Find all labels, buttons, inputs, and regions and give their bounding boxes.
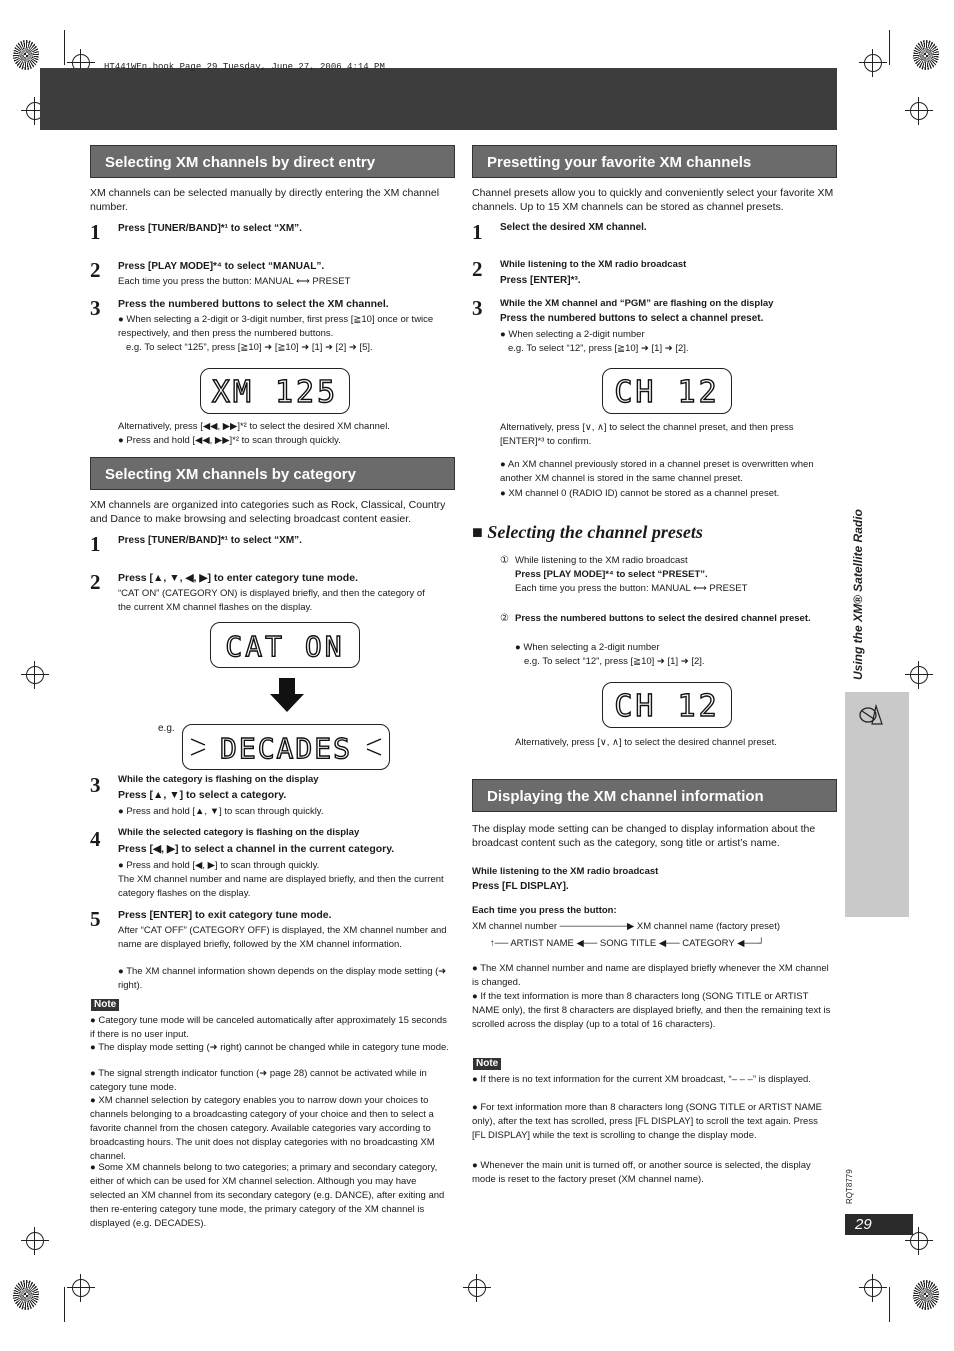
registration-mark bbox=[864, 54, 882, 72]
registration-mark bbox=[72, 1279, 90, 1297]
step-number: 5 bbox=[90, 907, 101, 931]
category-step-1: Press [TUNER/BAND]*¹ to select “XM”. bbox=[118, 535, 302, 546]
satellite-radio-icon bbox=[858, 702, 884, 726]
document-code-container bbox=[840, 1158, 858, 1208]
direct-alt: Alternatively, press [◀◀, ▶▶]*² to select the desired XM channel. bbox=[118, 421, 390, 432]
step-number: 2 bbox=[472, 257, 483, 281]
circled-number: ① bbox=[500, 555, 509, 566]
registration-mark bbox=[910, 102, 928, 120]
note-label: Note bbox=[473, 1058, 501, 1070]
preset-step-3-sub: ● When selecting a 2-digit number bbox=[500, 329, 645, 340]
category-step-3-pre: While the category is flashing on the display bbox=[118, 774, 319, 785]
crop-line bbox=[64, 30, 65, 65]
info-action: Press [FL DISPLAY]. bbox=[472, 881, 569, 892]
note-item: ● The display mode setting (➜ right) cannot be changed while in category tune mode. bbox=[90, 1042, 449, 1053]
lcd-display-xm125 bbox=[200, 368, 350, 414]
lcd-text: CH 12 bbox=[614, 375, 720, 410]
category-step-5: Press [ENTER] to exit category tune mode. bbox=[118, 909, 332, 921]
side-label-container bbox=[846, 480, 870, 685]
step-number: 1 bbox=[90, 220, 101, 244]
step-number: 3 bbox=[472, 296, 483, 320]
category-step-2-sub: “CAT ON” (CATEGORY ON) is displayed briefly, and then the category of the current XM channel flashes on the display. bbox=[118, 588, 425, 613]
note-label: Note bbox=[91, 999, 119, 1011]
registration-mark bbox=[26, 1232, 44, 1250]
category-intro: XM channels are organized into categories such as Rock, Classical, Country and Dance to make browsing and selecting broadcast content easier. bbox=[90, 499, 446, 525]
direct-step-2-sub: Each time you press the button: MANUAL ⟷ PRESET bbox=[118, 276, 351, 287]
note-item: ● Whenever the main unit is turned off, or another source is selected, the display mode is reset to the factory preset (XM channel name). bbox=[472, 1160, 811, 1185]
category-step-5-sub2: ● The XM channel information shown depends on the display mode setting (➜ right). bbox=[118, 966, 447, 991]
lcd-text: XM 125 bbox=[211, 375, 339, 410]
subsection-title-selecting-presets: ■ Selecting the channel presets bbox=[472, 522, 703, 542]
info-bullet: ● If the text information is more than 8 characters long (SONG TITLE or ARTIST NAME only), the first 8 characters are displayed briefly, and then the remaining text is scrolled across the display (up to a total of 16 characters). bbox=[472, 991, 831, 1030]
direct-step-2: Press [PLAY MODE]*⁴ to select “MANUAL”. bbox=[118, 261, 325, 272]
step-number: 4 bbox=[90, 827, 101, 851]
info-each: Each time you press the button: bbox=[472, 905, 617, 916]
lcd-text: DECADES bbox=[219, 732, 353, 765]
preset-bullet: ● An XM channel previously stored in a channel preset is overwritten when another XM channel is stored in the same channel preset. bbox=[500, 459, 814, 484]
select-presets-step-2: Press the numbered buttons to select the desired channel preset. bbox=[515, 613, 811, 624]
step-number: 1 bbox=[472, 220, 483, 244]
registration-mark bbox=[910, 666, 928, 684]
note-item: ● If there is no text information for the current XM broadcast, “– – –” is displayed. bbox=[472, 1074, 811, 1085]
section-title-direct-entry: Selecting XM channels by direct entry bbox=[90, 145, 455, 178]
select-presets-step-2-example: e.g. To select “12”, press [≧10] ➜ [1] ➜ [2]. bbox=[524, 656, 705, 667]
crop-line bbox=[64, 1287, 65, 1322]
note-item: ● XM channel selection by category enables you to narrow down your choices to channels belonging to a broadcasting category of your choice and then to select a favorite channel from the chosen category. Available categories vary according to broadcasting hours. The unit does not display categories with no broadcasting XM channel. bbox=[90, 1095, 435, 1162]
page-number: 29 bbox=[845, 1214, 913, 1235]
select-presets-step-1-sub: Each time you press the button: MANUAL ⟷ PRESET bbox=[515, 583, 748, 594]
note-item: ● The signal strength indicator function (➜ page 28) cannot be activated while in category tune mode. bbox=[90, 1068, 427, 1093]
direct-step-3-example: e.g. To select “125”, press [≧10] ➜ [≧10] ➜ [1] ➜ [2] ➜ [5]. bbox=[126, 342, 373, 353]
crop-line bbox=[889, 1287, 890, 1322]
category-step-4: Press [◀, ▶] to select a channel in the current category. bbox=[118, 843, 395, 855]
crop-sunburst-br bbox=[913, 1280, 939, 1310]
step-number: 3 bbox=[90, 296, 101, 320]
lcd-text: CAT ON bbox=[225, 630, 345, 663]
step-number: 3 bbox=[90, 773, 101, 797]
side-label: Using the XM® Satellite Radio bbox=[851, 509, 865, 680]
category-step-4-pre: While the selected category is flashing on the display bbox=[118, 827, 360, 838]
direct-intro: XM channels can be selected manually by directly entering the XM channel number. bbox=[90, 187, 440, 213]
header-band bbox=[40, 68, 837, 130]
category-step-4-sub: ● Press and hold [◀, ▶] to scan through quickly. bbox=[118, 860, 320, 871]
circled-number: ② bbox=[500, 613, 509, 624]
crop-sunburst-tr bbox=[913, 40, 939, 70]
preset-step-3-pre: While the XM channel and “PGM” are flashing on the display bbox=[500, 298, 774, 309]
direct-step-3-sub: ● When selecting a 2-digit or 3-digit number, first press [≧10] once or twice respectively, and then press the numbered buttons. bbox=[118, 314, 434, 339]
lcd-text: CH 12 bbox=[614, 689, 720, 724]
select-presets-step-1-pre: While listening to the XM radio broadcast bbox=[515, 555, 688, 566]
step-number: 2 bbox=[90, 570, 101, 594]
section-title-presetting: Presetting your favorite XM channels bbox=[472, 145, 837, 178]
preset-step-1: Select the desired XM channel. bbox=[500, 222, 647, 233]
crop-line bbox=[889, 30, 890, 65]
category-step-4-sub2: The XM channel number and name are displayed briefly, and then the current category flashes on the display. bbox=[118, 874, 444, 899]
direct-step-1: Press [TUNER/BAND]*¹ to select “XM”. bbox=[118, 223, 302, 234]
info-intro: The display mode setting can be changed to display information about the broadcast content such as the category, song title or artist’s name. bbox=[472, 823, 816, 849]
section-title-display-info: Displaying the XM channel information bbox=[472, 779, 837, 812]
step-number: 2 bbox=[90, 258, 101, 282]
lcd-display-cat-on bbox=[210, 622, 360, 668]
registration-mark bbox=[26, 666, 44, 684]
preset-alt: Alternatively, press [∨, ∧] to select the channel preset, and then press [ENTER]*³ to confirm. bbox=[500, 422, 794, 447]
registration-mark bbox=[864, 1279, 882, 1297]
select-presets-step-2-sub: ● When selecting a 2-digit number bbox=[515, 642, 660, 653]
book-info: HT441WEn.book Page 29 Tuesday, June 27, 2006 4:14 PM bbox=[104, 62, 385, 72]
lcd-display-ch12-select bbox=[602, 682, 732, 728]
select-presets-step-1: Press [PLAY MODE]*⁴ to select “PRESET”. bbox=[515, 569, 708, 580]
crop-sunburst-bl bbox=[13, 1280, 39, 1310]
section-title-category: Selecting XM channels by category bbox=[90, 457, 455, 490]
direct-step-3: Press the numbered buttons to select the XM channel. bbox=[118, 298, 389, 310]
category-step-3: Press [▲, ▼] to select a category. bbox=[118, 789, 287, 801]
info-cycle-line-1: XM channel number ──────────▶ XM channel name (factory preset) bbox=[472, 921, 780, 932]
step-number: 1 bbox=[90, 532, 101, 556]
preset-intro: Channel presets allow you to quickly and conveniently select your favorite XM channels. Up to 15 XM channels can be stored as channel presets. bbox=[472, 187, 834, 213]
document-code: RQT8779 bbox=[845, 1169, 854, 1204]
lcd-display-decades bbox=[182, 724, 390, 770]
select-presets-alt: Alternatively, press [∨, ∧] to select the desired channel preset. bbox=[515, 737, 777, 748]
preset-bullet: ● XM channel 0 (RADIO ID) cannot be stored as a channel preset. bbox=[500, 488, 780, 499]
preset-step-3: Press the numbered buttons to select a channel preset. bbox=[500, 313, 764, 324]
preset-step-3-example: e.g. To select “12”, press [≧10] ➜ [1] ➜ [2]. bbox=[508, 343, 689, 354]
down-arrow-icon bbox=[270, 678, 304, 712]
preset-step-2: Press [ENTER]*³. bbox=[500, 275, 581, 286]
note-item: ● Category tune mode will be canceled automatically after approximately 15 seconds if there is no user input. bbox=[90, 1015, 447, 1040]
category-step-2: Press [▲, ▼, ◀, ▶] to enter category tune mode. bbox=[118, 572, 358, 584]
crop-sunburst-tl bbox=[13, 40, 39, 70]
direct-alt2: ● Press and hold [◀◀, ▶▶]*² to scan through quickly. bbox=[118, 435, 341, 446]
info-cycle-line-2: ↑── ARTIST NAME ◀── SONG TITLE ◀── CATEGORY ◀──┘ bbox=[490, 938, 765, 949]
note-item: ● For text information more than 8 characters long (SONG TITLE or ARTIST NAME only), after the text has scrolled, press [FL DISPLAY] to scroll the text again. Press [FL DISPLAY] while the text is scrolling to change the display mode. bbox=[472, 1102, 822, 1141]
registration-mark bbox=[468, 1279, 486, 1297]
lcd-display-ch12 bbox=[602, 368, 732, 414]
category-step-3-sub: ● Press and hold [▲, ▼] to scan through quickly. bbox=[118, 806, 324, 817]
eg-label: e.g. bbox=[158, 723, 175, 734]
info-bullet: ● The XM channel number and name are displayed briefly whenever the XM channel is changed. bbox=[472, 963, 829, 988]
note-item: ● Some XM channels belong to two categories; a primary and secondary category, either of which can be used for XM channel selection. Although you may have selected an XM channel from its secondary category (e.g. DANCE), after exiting and then re-entering category tune mode, the primary category of the XM channel is displayed (e.g. DECADES). bbox=[90, 1162, 445, 1229]
preset-step-2-pre: While listening to the XM radio broadcast bbox=[500, 259, 687, 270]
info-pre: While listening to the XM radio broadcast bbox=[472, 866, 659, 877]
category-step-5-sub: After “CAT OFF” (CATEGORY OFF) is displayed, the XM channel number and name are displayed briefly, followed by the XM channel information. bbox=[118, 925, 447, 950]
